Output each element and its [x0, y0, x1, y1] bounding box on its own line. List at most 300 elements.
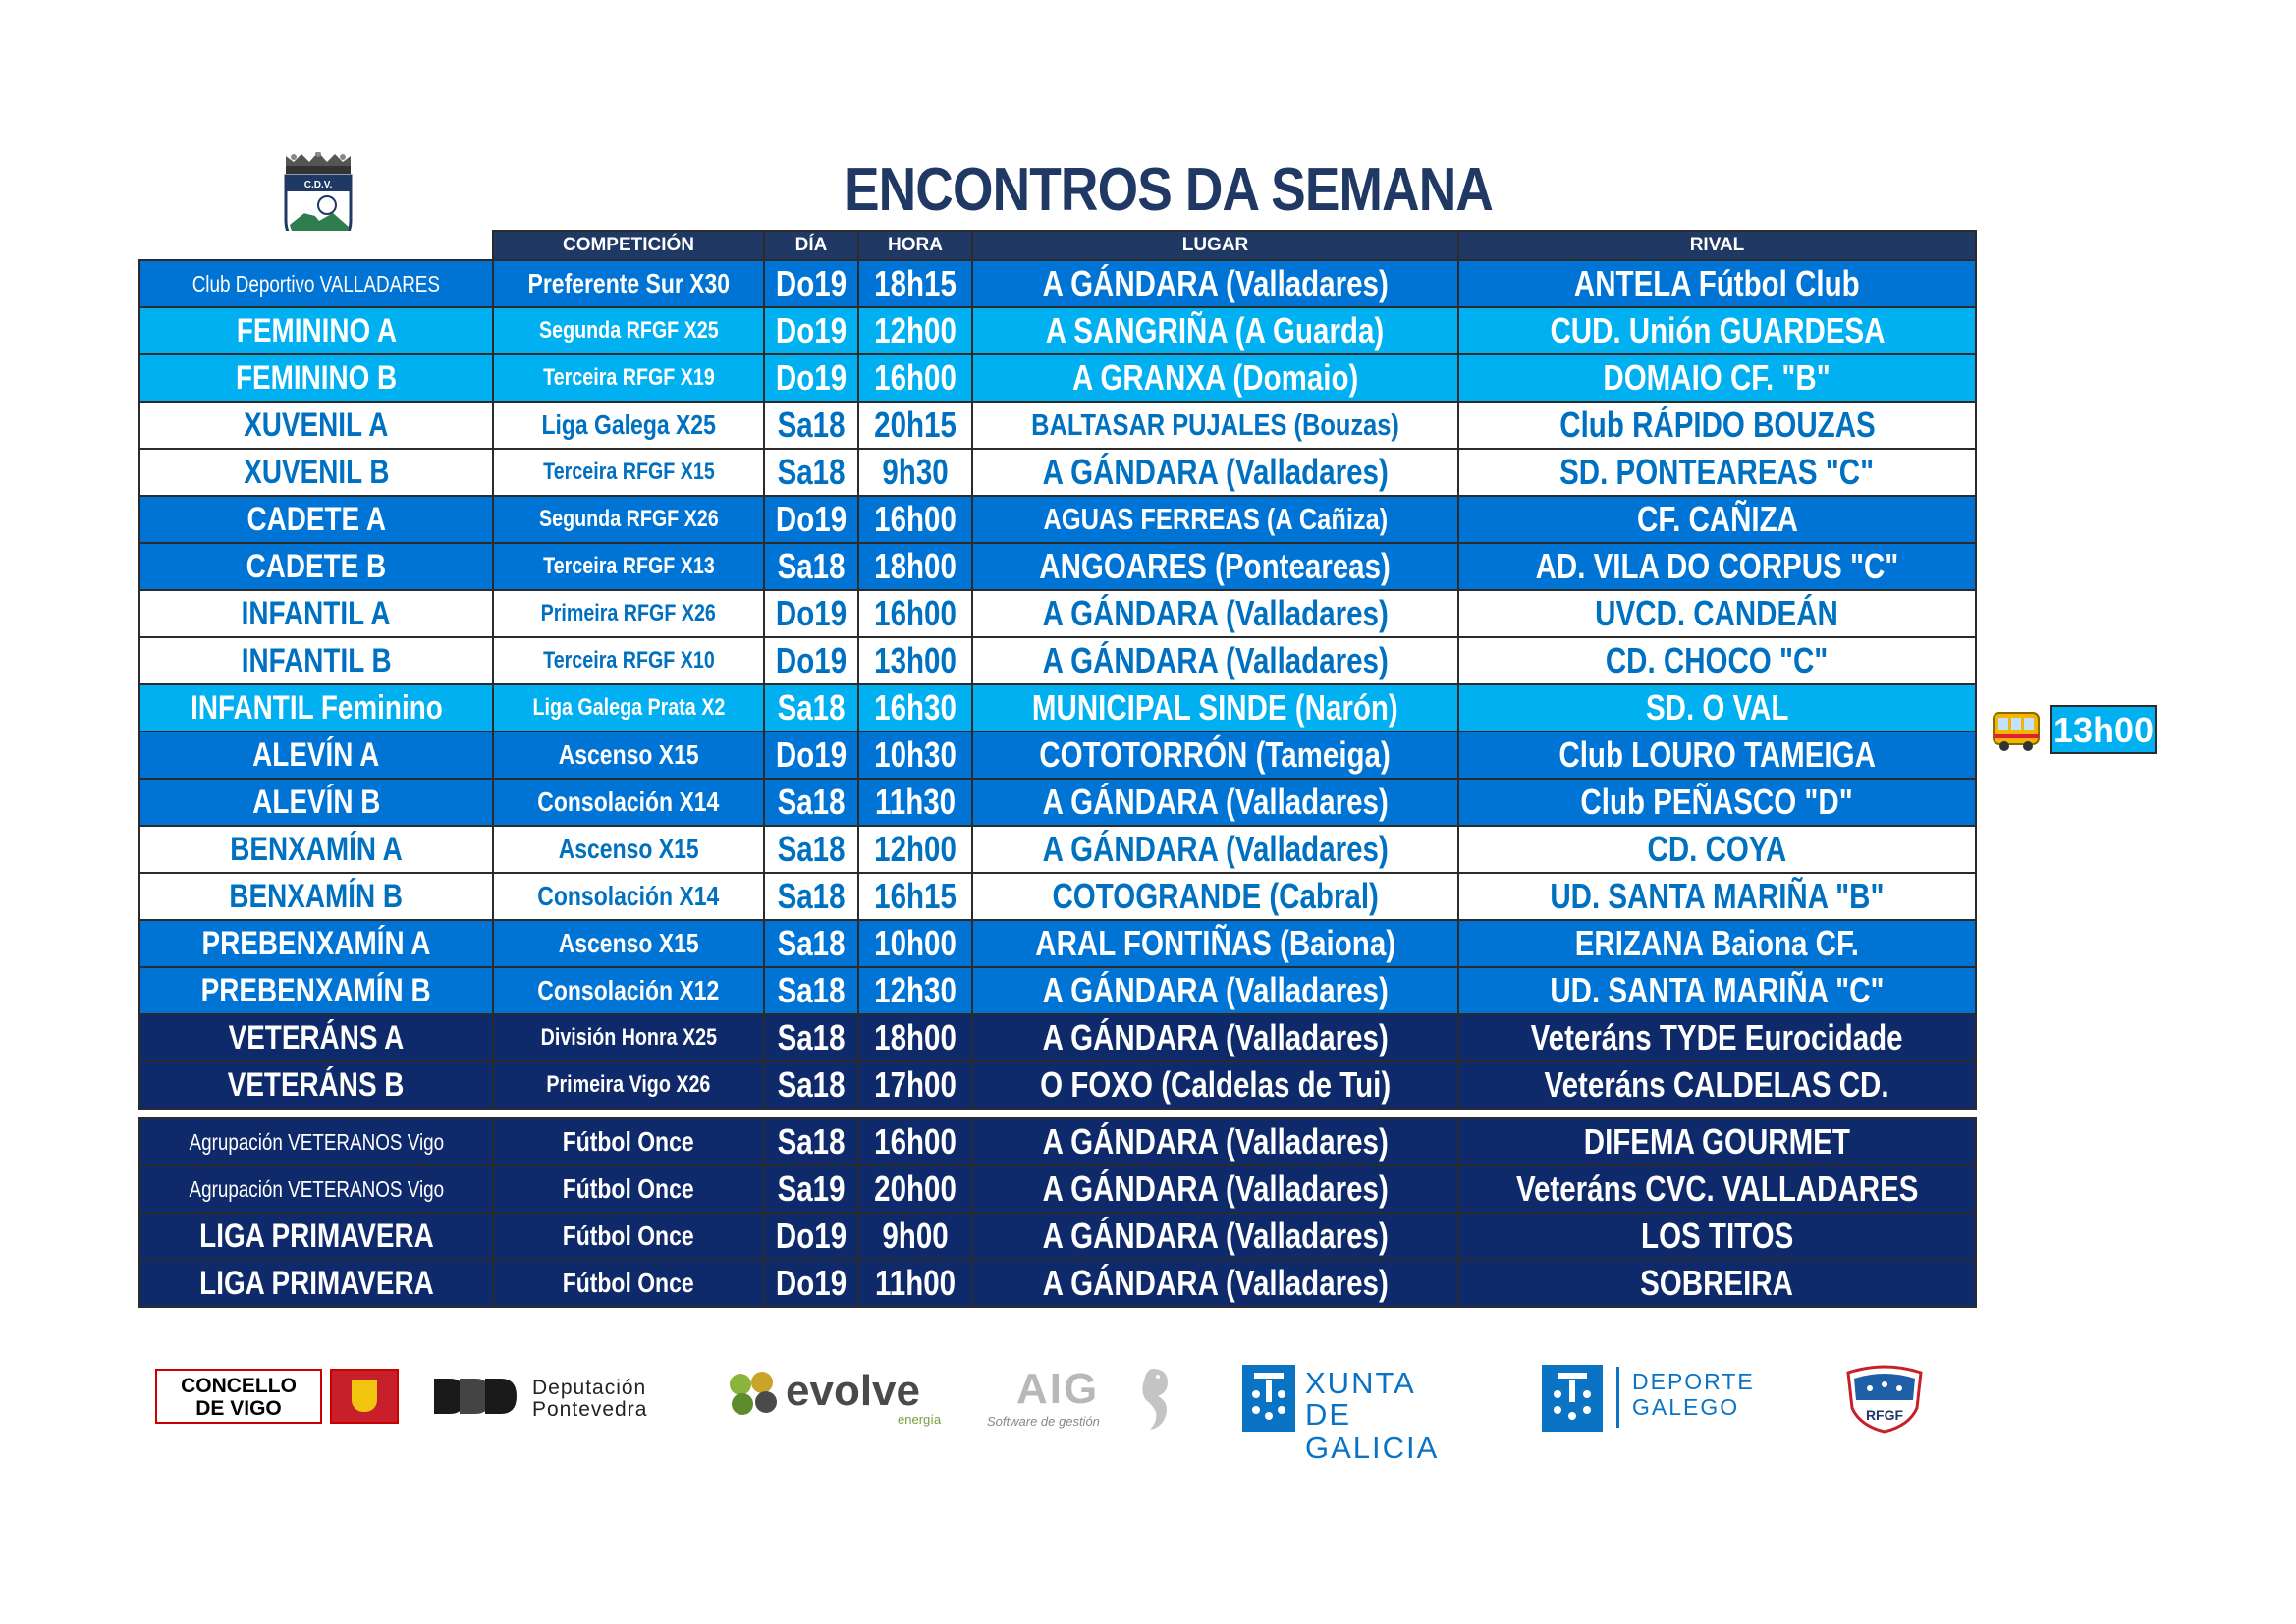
rival-cell [1458, 1260, 1976, 1307]
competition-cell-text: Terceira RFGF X13 [542, 553, 715, 579]
rival-cell [1458, 590, 1976, 637]
time-cell [858, 402, 972, 449]
team-cell [139, 873, 493, 920]
day-cell-text: Do19 [775, 499, 847, 539]
rival-cell-text: ERIZANA Baiona CF. [1574, 923, 1860, 963]
competition-cell [493, 826, 764, 873]
competition-cell [493, 1014, 764, 1061]
rival-cell [1458, 307, 1976, 354]
deporte-galego-logo [1542, 1365, 1768, 1434]
team-cell-text: BENXAMÍN B [229, 877, 404, 915]
competition-cell-text: Terceira RFGF X19 [542, 364, 715, 391]
competition-cell-text: Liga Galega X25 [541, 409, 716, 440]
match-row [139, 1165, 1976, 1213]
day-cell-text: Do19 [775, 263, 847, 303]
day-cell-text: Do19 [775, 734, 847, 775]
header-dia: DÍA [764, 231, 858, 260]
competition-cell-text: Consolación X12 [537, 975, 720, 1005]
place-cell [972, 920, 1458, 967]
deputacion-pontevedra-logo [432, 1365, 697, 1434]
xunta-line2: DE GALICIA [1305, 1397, 1440, 1465]
place-cell-text: A GÁNDARA (Valladares) [1042, 829, 1389, 869]
rival-cell-text: Club RÁPIDO BOUZAS [1558, 405, 1876, 445]
day-cell [764, 1213, 858, 1260]
day-cell [764, 543, 858, 590]
competition-cell-text: Primeira RFGF X26 [540, 600, 717, 626]
time-cell [858, 684, 972, 731]
day-cell-text: Do19 [775, 357, 847, 398]
match-row [139, 402, 1976, 449]
place-cell-text: COTOGRANDE (Cabral) [1052, 876, 1379, 916]
team-cell [139, 1165, 493, 1213]
team-cell-text: Agrupación VETERANOS Vigo [189, 1128, 444, 1155]
team-cell [139, 590, 493, 637]
team-cell-text: PREBENXAMÍN A [201, 924, 431, 962]
place-cell [972, 873, 1458, 920]
match-row [139, 1213, 1976, 1260]
time-cell-text: 12h30 [874, 970, 957, 1010]
place-cell [972, 731, 1458, 779]
rival-cell-text: DOMAIO CF. "B" [1603, 357, 1831, 398]
competition-cell-text: Consolación X14 [537, 786, 720, 817]
match-row [139, 307, 1976, 354]
crest-text: C.D.V. [303, 180, 333, 190]
team-cell-text: FEMININO B [235, 358, 398, 397]
vigo-line2: DE VIGO [195, 1397, 282, 1420]
separator-cell [139, 1109, 1976, 1118]
day-cell-text: Sa18 [777, 1121, 846, 1162]
match-row [139, 826, 1976, 873]
rfgf-text: RFGF [1865, 1407, 1904, 1423]
team-cell-text: Club Deportivo VALLADARES [191, 270, 441, 297]
deporte-line1: DEPORTE [1632, 1369, 1755, 1394]
team-cell [139, 1118, 493, 1165]
schedule-body [139, 231, 1976, 1307]
time-cell [858, 1118, 972, 1165]
rival-cell-text: Club LOURO TAMEIGA [1558, 734, 1876, 775]
competition-cell-text: Consolación X14 [537, 881, 720, 911]
time-cell [858, 637, 972, 684]
time-cell-text: 18h00 [874, 546, 957, 586]
rival-cell-text: CD. COYA [1647, 829, 1787, 869]
place-cell-text: A GRANXA (Domaio) [1071, 357, 1359, 398]
day-cell [764, 779, 858, 826]
bus-icon [1991, 705, 2042, 754]
day-cell [764, 590, 858, 637]
rival-cell [1458, 1061, 1976, 1109]
team-cell-text: CADETE A [246, 500, 386, 538]
evolve-word: evolve [786, 1367, 920, 1415]
time-cell [858, 543, 972, 590]
team-cell [139, 1260, 493, 1307]
place-cell [972, 590, 1458, 637]
rival-cell-text: CF. CAÑIZA [1636, 499, 1798, 539]
time-cell [858, 873, 972, 920]
time-cell [858, 307, 972, 354]
day-cell-text: Do19 [775, 1216, 847, 1256]
place-cell [972, 354, 1458, 402]
competition-cell [493, 1213, 764, 1260]
rival-cell [1458, 637, 1976, 684]
time-cell [858, 1213, 972, 1260]
xunta-shield-icon [1242, 1365, 1295, 1432]
competition-cell-text: Terceira RFGF X10 [542, 647, 715, 674]
rival-cell-text: ANTELA Fútbol Club [1574, 263, 1860, 303]
team-cell [139, 543, 493, 590]
day-cell-text: Sa18 [777, 829, 846, 869]
time-cell [858, 731, 972, 779]
team-cell-text: INFANTIL B [241, 641, 392, 679]
team-cell [139, 1213, 493, 1260]
competition-cell [493, 684, 764, 731]
aig-software-logo [987, 1365, 1183, 1434]
place-cell [972, 260, 1458, 307]
day-cell [764, 496, 858, 543]
time-cell-text: 12h00 [874, 829, 957, 869]
competition-cell-text: Liga Galega Prata X2 [532, 694, 725, 721]
team-cell-text: PREBENXAMÍN B [201, 971, 431, 1009]
time-cell [858, 260, 972, 307]
rival-cell-text: SD. PONTEAREAS "C" [1559, 452, 1875, 492]
competition-cell [493, 402, 764, 449]
time-cell-text: 16h00 [874, 357, 957, 398]
rival-cell [1458, 684, 1976, 731]
match-row [139, 543, 1976, 590]
time-cell-text: 16h00 [874, 593, 957, 633]
competition-cell [493, 354, 764, 402]
day-cell-text: Do19 [775, 640, 847, 680]
day-cell [764, 684, 858, 731]
day-cell-text: Sa18 [777, 1017, 846, 1057]
day-cell [764, 920, 858, 967]
competition-cell [493, 779, 764, 826]
competition-cell-text: Fútbol Once [563, 1268, 694, 1298]
team-cell [139, 402, 493, 449]
time-cell-text: 16h15 [874, 876, 957, 916]
day-cell [764, 1014, 858, 1061]
time-cell [858, 1165, 972, 1213]
time-cell [858, 496, 972, 543]
rival-cell-text: Club PEÑASCO "D" [1580, 782, 1854, 822]
team-cell [139, 354, 493, 402]
day-cell-text: Sa18 [777, 782, 846, 822]
time-cell-text: 18h00 [874, 1017, 957, 1057]
team-cell-text: ALEVÍN A [252, 735, 380, 774]
time-cell-text: 20h00 [874, 1168, 957, 1209]
competition-cell [493, 967, 764, 1014]
competition-cell-text: Ascenso X15 [558, 928, 699, 958]
place-cell-text: A GÁNDARA (Valladares) [1042, 970, 1389, 1010]
rival-cell-text: UVCD. CANDEÁN [1595, 593, 1839, 633]
place-cell [972, 449, 1458, 496]
place-cell [972, 637, 1458, 684]
rival-cell [1458, 731, 1976, 779]
rfgf-shield-icon [1844, 1365, 1925, 1434]
time-cell [858, 354, 972, 402]
competition-cell-text: Ascenso X15 [558, 739, 699, 770]
rival-cell [1458, 543, 1976, 590]
match-row [139, 967, 1976, 1014]
match-row [139, 1118, 1976, 1165]
competition-cell-text: Segunda RFGF X25 [538, 317, 719, 344]
header-competicion: COMPETICIÓN [493, 231, 764, 260]
time-cell-text: 10h00 [874, 923, 957, 963]
team-cell [139, 967, 493, 1014]
day-cell [764, 826, 858, 873]
day-cell-text: Sa18 [777, 546, 846, 586]
place-cell-text: A GÁNDARA (Valladares) [1042, 640, 1389, 680]
place-cell [972, 967, 1458, 1014]
time-cell [858, 826, 972, 873]
place-cell [972, 402, 1458, 449]
rival-cell [1458, 402, 1976, 449]
rival-cell-text: CUD. Unión GUARDESA [1549, 310, 1886, 351]
xunta-galicia-logo [1242, 1365, 1493, 1465]
evolve-sub: energía [898, 1412, 942, 1427]
match-row [139, 873, 1976, 920]
day-cell-text: Sa19 [777, 1168, 846, 1209]
page-title: ENCONTROS DA SEMANA [844, 156, 1494, 224]
place-cell-text: AGUAS FERREAS (A Cañiza) [1043, 502, 1388, 536]
competition-cell [493, 637, 764, 684]
match-row [139, 260, 1976, 307]
time-cell [858, 779, 972, 826]
match-row [139, 637, 1976, 684]
competition-cell [493, 307, 764, 354]
place-cell [972, 543, 1458, 590]
time-cell [858, 590, 972, 637]
evolve-energia-logo [725, 1365, 953, 1434]
time-cell-text: 16h30 [874, 687, 957, 728]
rival-cell-text: CD. CHOCO "C" [1606, 640, 1829, 680]
day-cell-text: Sa18 [777, 452, 846, 492]
place-cell-text: A SANGRIÑA (A Guarda) [1046, 310, 1385, 351]
time-cell-text: 10h30 [874, 734, 957, 775]
rival-cell [1458, 1213, 1976, 1260]
rival-cell [1458, 920, 1976, 967]
competition-cell [493, 1260, 764, 1307]
place-cell-text: A GÁNDARA (Valladares) [1042, 593, 1389, 633]
place-cell-text: O FOXO (Caldelas de Tui) [1039, 1064, 1392, 1105]
competition-cell [493, 873, 764, 920]
team-cell-text: XUVENIL A [244, 406, 389, 444]
competition-cell [493, 496, 764, 543]
place-cell-text: A GÁNDARA (Valladares) [1042, 1263, 1389, 1303]
time-cell-text: 18h15 [874, 263, 957, 303]
competition-cell [493, 1118, 764, 1165]
vigo-shield-icon [330, 1369, 399, 1424]
place-cell [972, 779, 1458, 826]
day-cell [764, 307, 858, 354]
rival-cell-text: Veteráns CALDELAS CD. [1544, 1064, 1890, 1105]
day-cell [764, 637, 858, 684]
day-cell [764, 873, 858, 920]
day-cell [764, 1118, 858, 1165]
rival-cell [1458, 873, 1976, 920]
competition-cell [493, 590, 764, 637]
place-cell [972, 1260, 1458, 1307]
day-cell [764, 449, 858, 496]
competition-cell [493, 1165, 764, 1213]
crown-icon [286, 152, 351, 174]
day-cell-text: Sa18 [777, 1064, 846, 1105]
ball-icon [318, 196, 336, 214]
match-row [139, 1260, 1976, 1307]
team-cell-text: LIGA PRIMAVERA [198, 1217, 434, 1255]
match-row [139, 779, 1976, 826]
match-row [139, 920, 1976, 967]
day-cell-text: Do19 [775, 1263, 847, 1303]
day-cell-text: Sa18 [777, 405, 846, 445]
place-cell-text: ARAL FONTIÑAS (Baiona) [1035, 923, 1395, 963]
match-row [139, 496, 1976, 543]
time-cell-text: 11h30 [874, 782, 957, 822]
competition-cell-text: Fútbol Once [563, 1126, 694, 1157]
time-cell [858, 967, 972, 1014]
vigo-line1: CONCELLO [181, 1375, 297, 1397]
competition-cell [493, 260, 764, 307]
team-cell [139, 307, 493, 354]
place-cell-text: ANGOARES (Ponteareas) [1039, 546, 1392, 586]
match-row [139, 449, 1976, 496]
rival-cell-text: LOS TITOS [1640, 1216, 1794, 1256]
day-cell-text: Do19 [775, 593, 847, 633]
rival-cell [1458, 779, 1976, 826]
place-cell [972, 684, 1458, 731]
place-cell-text: A GÁNDARA (Valladares) [1042, 1168, 1389, 1209]
place-cell-text: A GÁNDARA (Valladares) [1042, 1017, 1389, 1057]
match-row [139, 1014, 1976, 1061]
competition-cell-text: Preferente Sur X30 [527, 268, 730, 298]
match-row [139, 731, 1976, 779]
aig-word: AIG [1016, 1365, 1100, 1413]
header-blank [139, 231, 493, 260]
team-cell-text: INFANTIL A [242, 594, 391, 632]
competition-cell-text: Fútbol Once [563, 1220, 694, 1251]
time-cell-text: 16h00 [874, 499, 957, 539]
header-hora: HORA [858, 231, 972, 260]
team-cell [139, 826, 493, 873]
place-cell-text: MUNICIPAL SINDE (Narón) [1032, 687, 1398, 728]
day-cell-text: Do19 [775, 310, 847, 351]
rival-cell-text: SD. O VAL [1645, 687, 1789, 728]
rival-cell [1458, 1014, 1976, 1061]
team-cell-text: INFANTIL Feminino [190, 688, 443, 727]
place-cell [972, 1061, 1458, 1109]
match-row [139, 354, 1976, 402]
time-cell [858, 1061, 972, 1109]
depo-line2: Pontevedra [532, 1398, 648, 1421]
match-row [139, 1061, 1976, 1109]
time-cell-text: 17h00 [874, 1064, 957, 1105]
match-row [139, 684, 1976, 731]
rival-cell-text: Veteráns CVC. VALLADARES [1515, 1168, 1919, 1209]
xunta-line1: XUNTA [1305, 1366, 1416, 1400]
depo-line1: Deputación [532, 1377, 647, 1399]
day-cell [764, 1165, 858, 1213]
place-cell-text: A GÁNDARA (Valladares) [1042, 263, 1389, 303]
team-cell [139, 1014, 493, 1061]
place-cell [972, 1118, 1458, 1165]
place-cell-text: A GÁNDARA (Valladares) [1042, 782, 1389, 822]
deporte-line2: GALEGO [1632, 1394, 1740, 1420]
evolve-leaves-icon [725, 1371, 790, 1416]
team-cell [139, 260, 493, 307]
place-cell [972, 1014, 1458, 1061]
header-rival: RIVAL [1458, 231, 1976, 260]
place-cell-text: A GÁNDARA (Valladares) [1042, 452, 1389, 492]
bus-departure-time: 13h00 [2050, 705, 2157, 754]
team-cell-text: BENXAMÍN A [230, 830, 403, 868]
competition-cell-text: División Honra X25 [540, 1024, 717, 1051]
rival-cell-text: DIFEMA GOURMET [1583, 1121, 1851, 1162]
time-cell-text: 9h30 [882, 452, 949, 492]
place-cell [972, 496, 1458, 543]
day-cell [764, 731, 858, 779]
competition-cell-text: Terceira RFGF X15 [542, 459, 715, 485]
place-cell [972, 1213, 1458, 1260]
rival-cell [1458, 449, 1976, 496]
team-cell [139, 449, 493, 496]
match-row [139, 590, 1976, 637]
team-cell [139, 496, 493, 543]
time-cell-text: 16h00 [874, 1121, 957, 1162]
team-cell-text: CADETE B [246, 547, 387, 585]
place-cell-text: A GÁNDARA (Valladares) [1042, 1216, 1389, 1256]
rival-cell-text: SOBREIRA [1640, 1263, 1794, 1303]
time-cell [858, 1014, 972, 1061]
time-cell-text: 11h00 [874, 1263, 957, 1303]
competition-cell-text: Fútbol Once [563, 1173, 694, 1204]
team-cell [139, 684, 493, 731]
rival-cell [1458, 260, 1976, 307]
team-cell-text: Agrupación VETERANOS Vigo [189, 1175, 444, 1202]
place-cell [972, 307, 1458, 354]
deporte-shield-icon [1542, 1365, 1603, 1432]
competition-cell [493, 543, 764, 590]
aig-sub: Software de gestión [987, 1414, 1100, 1429]
day-cell [764, 402, 858, 449]
team-cell-text: FEMININO A [236, 311, 397, 350]
rival-cell-text: UD. SANTA MARIÑA "B" [1550, 876, 1885, 916]
day-cell [764, 354, 858, 402]
team-cell-text: ALEVÍN B [251, 783, 381, 821]
place-cell-text: A GÁNDARA (Valladares) [1042, 1121, 1389, 1162]
competition-cell [493, 1061, 764, 1109]
day-cell [764, 260, 858, 307]
place-cell-text: BALTASAR PUJALES (Bouzas) [1031, 407, 1399, 442]
team-cell [139, 637, 493, 684]
competition-cell-text: Ascenso X15 [558, 834, 699, 864]
rfgf-logo [1844, 1365, 1925, 1434]
schedule-table [138, 230, 1977, 1308]
day-cell-text: Sa18 [777, 970, 846, 1010]
deporte-divider [1616, 1367, 1619, 1428]
day-cell-text: Sa18 [777, 687, 846, 728]
rival-cell-text: Veteráns TYDE Eurocidade [1531, 1017, 1903, 1057]
time-cell [858, 920, 972, 967]
competition-cell [493, 449, 764, 496]
team-cell-text: VETERÁNS B [228, 1065, 405, 1104]
time-cell-text: 20h15 [874, 405, 957, 445]
rival-cell [1458, 1165, 1976, 1213]
dp-mark-icon [432, 1375, 520, 1418]
header-row [139, 231, 1976, 260]
competition-cell [493, 731, 764, 779]
team-cell [139, 731, 493, 779]
day-cell [764, 1260, 858, 1307]
competition-cell-text: Segunda RFGF X26 [538, 506, 719, 532]
